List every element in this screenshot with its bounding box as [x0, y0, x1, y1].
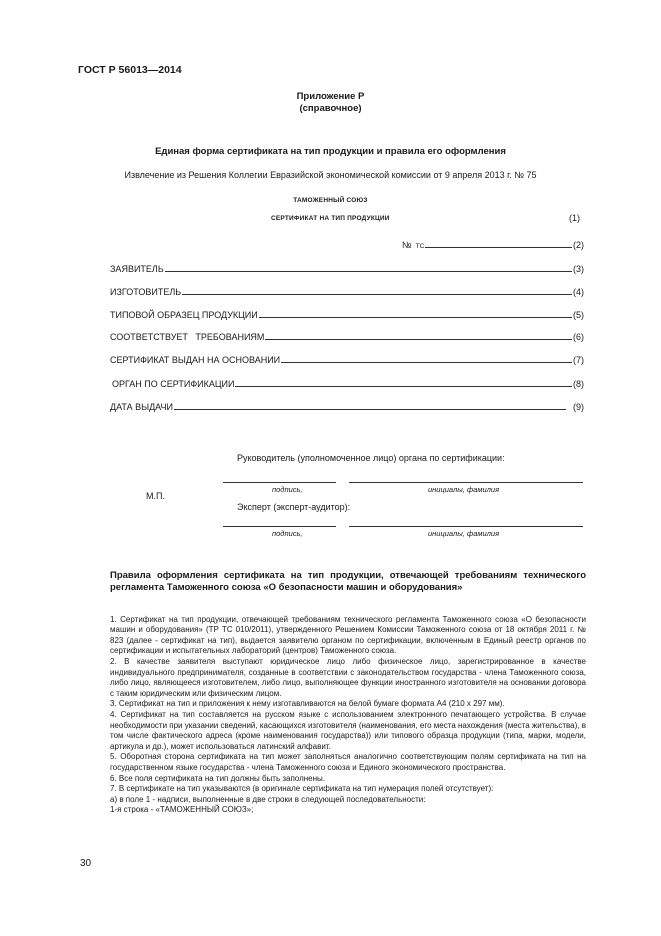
field-cert-body [112, 375, 584, 389]
field-label: ДАТА ВЫДАЧИ [110, 402, 173, 412]
field-label: СЕРТИФИКАТ ВЫДАН НА ОСНОВАНИИ [110, 355, 281, 365]
rule-paragraph [110, 752, 586, 773]
rules-body [110, 604, 586, 816]
rule-paragraph [110, 604, 586, 657]
rule-text: 1-я строка - «ТАМОЖЕННЫЙ СОЮЗ»; [110, 805, 254, 815]
field-label: ТИПОВОЙ ОБРАЗЕЦ ПРОДУКЦИИ [110, 310, 258, 320]
field-manufacturer [110, 283, 584, 297]
field-number: (5) [573, 310, 584, 320]
rules-title: Правила оформления сертификата на тип продукции, отвечающей требованиям технического регламента Таможенного союза «О безопасности машин и оборудования» [110, 570, 586, 593]
number-field-num: (2) [573, 240, 584, 250]
rule-text: 5. Оборотная сторона сертификата на тип может заполняться аналогично соответствующим полям сертификата на тип на государственном языке государства - члена Таможенного союза и Единого экономического пространства. [110, 752, 586, 772]
tc-prefix: ТС [415, 243, 425, 250]
form-number-field [402, 238, 584, 250]
rule-paragraph [110, 784, 586, 795]
rule-text: 6. Все поля сертификата на тип должны быть заполнены. [110, 773, 325, 783]
stamp-place: М.П. [146, 491, 165, 501]
field-conforms [110, 328, 584, 342]
field-label: ЗАЯВИТЕЛЬ [110, 264, 164, 274]
document-title: Единая форма сертификата на тип продукции и правила его оформления [155, 146, 506, 157]
field-issue-date [110, 398, 584, 412]
field-applicant [110, 260, 584, 274]
rule-paragraph [110, 657, 586, 699]
rule-text: 3. Сертификат на тип и приложения к нему изготавливаются на белой бумаге формата А4 (210 х 297 мм). [110, 699, 505, 709]
rule-text: 1. Сертификат на тип продукции, отвечающей требованиям технического регламента Таможенного союза «О безопасности машин и оборудования» (ТР ТС 010/2011), утвержденного Решением Комиссии Таможенного союза от 18 октября 2011 г. № 823 (далее - сертификат на тип), выдается заявителю органом по сертификации, включенным в Единый реестр органов по сертификации и испытательных лабораторий (центров) Таможенного союза. [110, 614, 586, 656]
expert-signature-line [223, 526, 336, 527]
field-underline [235, 386, 572, 387]
expert-initials-line [349, 526, 583, 527]
number-underline [425, 247, 572, 248]
field-number: (6) [573, 332, 584, 342]
head-sign-caption: подпись, [272, 485, 303, 494]
expert-label: Эксперт (эксперт-аудитор): [237, 502, 351, 512]
decision-extract: Извлечение из Решения Коллегии Евразийской экономической комиссии от 9 апреля 2013 г. № 75 [124, 170, 537, 180]
head-signatory-label: Руководитель (уполномоченное лицо) органа по сертификации: [237, 453, 505, 463]
field-number: (7) [573, 355, 584, 365]
field-number: (3) [573, 264, 584, 274]
field-underline [259, 317, 572, 318]
rule-paragraph [110, 699, 586, 710]
field-number: (9) [573, 402, 584, 412]
number-sign: № [402, 240, 412, 250]
field-number: (8) [573, 379, 584, 389]
rule-paragraph [110, 795, 586, 806]
field-label: ИЗГОТОВИТЕЛЬ [110, 287, 182, 297]
field-underline [265, 339, 572, 340]
rule-paragraph [110, 710, 586, 752]
field-label: ОРГАН ПО СЕРТИФИКАЦИИ [112, 379, 235, 389]
rule-text: а) в поле 1 - надписи, выполненные в две строки в следующей последовательности: [110, 794, 426, 804]
form-union-label: ТАМОЖЕННЫЙ СОЮЗ [293, 197, 368, 204]
field-issued-basis [110, 351, 584, 365]
head-initials-line [349, 482, 583, 483]
rule-text: 4. Сертификат на тип составляется на русском языке с использованием электронного печатающего устройства. В случае необходимости при указании сведений, касающихся изготовителя (наименования, его места нахождения (места жительства), в том числе фактического адреса (кроме наименования государства)) или типового образца продукции (типа, марки, модели, артикула и др.), может использоваться латинский алфавит. [110, 709, 586, 751]
field-number: (4) [573, 287, 584, 297]
head-signature-line [223, 482, 336, 483]
field-underline [174, 409, 566, 410]
field-product-sample [110, 306, 584, 320]
rule-text: 7. В сертификате на тип указываются (в оригинале сертификата на тип нумерация полей отсутствует): [110, 784, 494, 794]
appendix-line-1: Приложение Р [296, 91, 365, 102]
field-underline [182, 294, 572, 295]
appendix-line-2: (справочное) [299, 103, 362, 114]
standard-header: ГОСТ Р 56013—2014 [78, 64, 182, 76]
expert-initials-caption: инициалы, фамилия [428, 529, 500, 538]
rule-text: 2. В качестве заявителя выступают юридическое лицо либо физическое лицо, зарегистрированное в качестве индивидуального предпринимателя, созданные в соответствии с законодательством государства - члена Таможенного союза, либо лицо, являющееся изготовителем, либо лицо, выполняющее функции иностранного изготовителя на основании договора с таким юридическим или физическим лицом. [110, 656, 586, 698]
page-number: 30 [80, 858, 92, 869]
field-underline [165, 271, 572, 272]
expert-sign-caption: подпись, [272, 529, 303, 538]
rule-paragraph [110, 805, 586, 816]
field-label: СООТВЕТСТВУЕТ ТРЕБОВАНИЯМ [110, 332, 265, 342]
form-cert-num: (1) [569, 213, 580, 223]
appendix-heading [0, 91, 661, 115]
form-cert-label: СЕРТИФИКАТ НА ТИП ПРОДУКЦИИ [271, 215, 390, 222]
field-underline [281, 362, 572, 363]
rule-paragraph [110, 774, 586, 785]
head-initials-caption: инициалы, фамилия [428, 485, 500, 494]
